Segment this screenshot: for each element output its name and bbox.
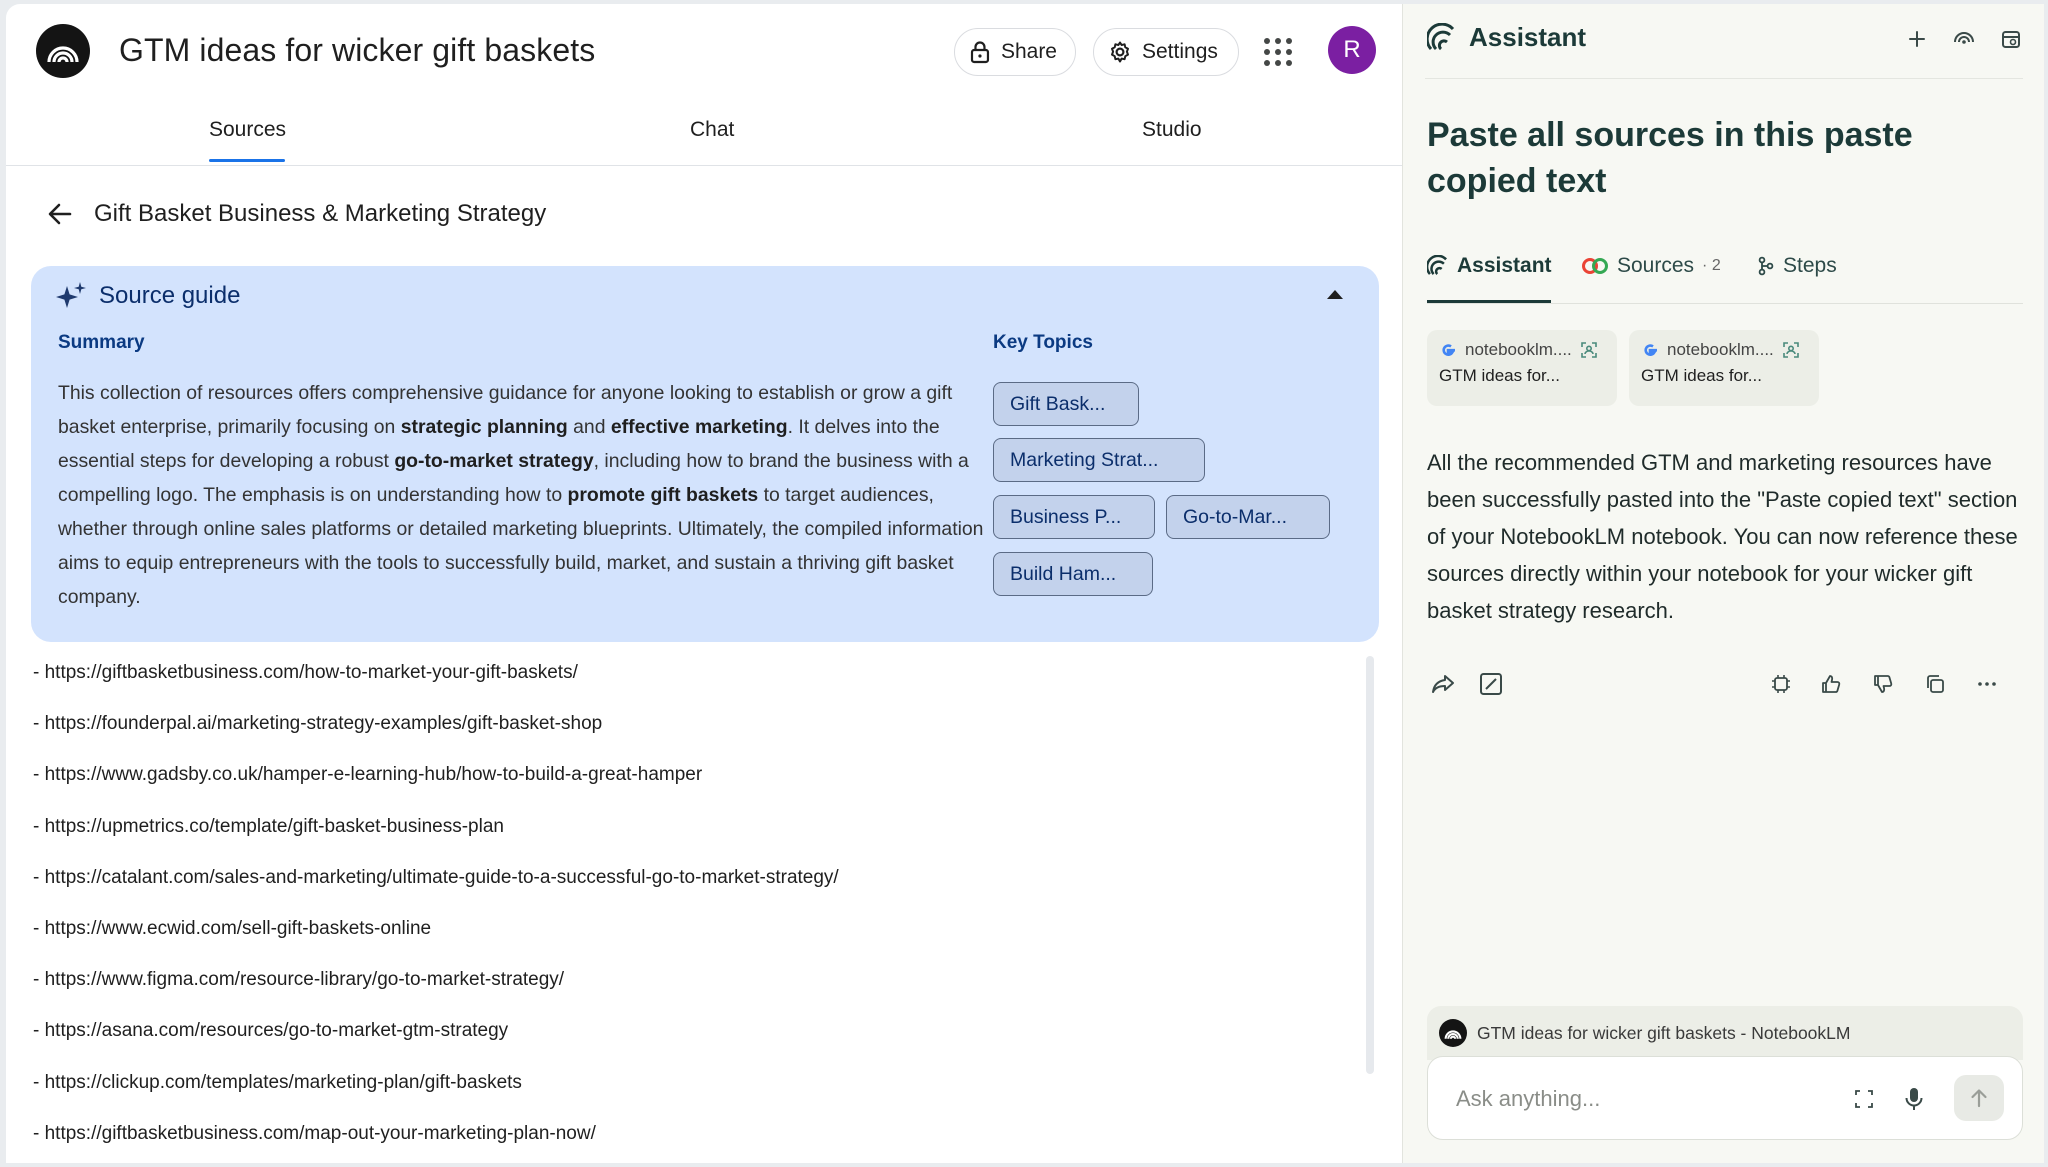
thumbs-up-icon[interactable] bbox=[1815, 668, 1847, 700]
source-guide bbox=[31, 266, 1379, 642]
assistant-answer: All the recommended GTM and marketing resources have been successfully pasted into the "Paste copied text" section of your NotebookLM notebook. You can now reference these sources directly within your notebook for your wicker gift basket strategy research. bbox=[1427, 450, 2018, 623]
tab-steps[interactable] bbox=[1757, 254, 1837, 278]
ask-input-box bbox=[1427, 1056, 2023, 1140]
main-tabs bbox=[6, 96, 1402, 166]
list-item: - https://catalant.com/sales-and-marketing/ultimate-guide-to-a-successful-go-to-market-strategy/ bbox=[33, 866, 839, 888]
tab-assistant[interactable] bbox=[1427, 254, 1552, 278]
notebooklm-logo-icon bbox=[1439, 1019, 1467, 1047]
assistant-header-actions bbox=[1906, 28, 2022, 50]
sparkle-icon bbox=[55, 280, 87, 312]
sources-count: · 2 bbox=[1702, 257, 1721, 274]
gear-icon bbox=[1108, 40, 1132, 64]
assistant-tab-indicator bbox=[1427, 300, 1551, 303]
tab-assistant-label: Assistant bbox=[1457, 254, 1552, 277]
screenshot-select-icon[interactable] bbox=[1854, 1089, 1874, 1109]
google-g-icon bbox=[1641, 341, 1659, 359]
assistant-logo-icon bbox=[1427, 255, 1449, 277]
settings-button[interactable] bbox=[1093, 28, 1239, 76]
list-item: - https://giftbasketbusiness.com/how-to-market-your-gift-baskets/ bbox=[33, 662, 578, 683]
screenshot-person-icon bbox=[1580, 341, 1598, 359]
tab-studio[interactable]: Studio bbox=[1142, 118, 1202, 141]
source-guide-title: Source guide bbox=[99, 282, 241, 309]
tab-sources-assistant[interactable] bbox=[1581, 254, 1721, 278]
edit-note-icon[interactable] bbox=[1475, 668, 1507, 700]
tab-sources-label: Sources bbox=[1617, 254, 1695, 277]
assistant-title: Assistant bbox=[1469, 22, 1587, 52]
source-guide-header[interactable] bbox=[55, 280, 240, 312]
key-topic-chip[interactable]: Business P... bbox=[993, 495, 1155, 539]
lock-icon bbox=[969, 40, 991, 64]
tab-chat[interactable]: Chat bbox=[690, 118, 735, 141]
back-arrow-icon[interactable] bbox=[46, 200, 74, 228]
key-topic-chip[interactable]: Gift Bask... bbox=[993, 382, 1139, 426]
collapse-caret-icon[interactable] bbox=[1327, 290, 1343, 299]
google-g-icon bbox=[1439, 341, 1457, 359]
source-card-title: GTM ideas for... bbox=[1641, 366, 1762, 385]
share-button[interactable] bbox=[954, 28, 1076, 76]
history-panel-icon[interactable] bbox=[2000, 28, 2022, 50]
key-topic-chip[interactable]: Go-to-Mar... bbox=[1166, 495, 1330, 539]
summary-label: Summary bbox=[58, 332, 145, 353]
new-chat-plus-icon[interactable] bbox=[1906, 28, 1928, 50]
key-topic-chip[interactable]: Marketing Strat... bbox=[993, 438, 1205, 482]
list-item: - https://founderpal.ai/marketing-strategy-examples/gift-basket-shop bbox=[33, 713, 603, 735]
tab-steps-label: Steps bbox=[1783, 254, 1837, 277]
assistant-panel bbox=[1402, 4, 2044, 1163]
content-scrollbar[interactable] bbox=[1366, 656, 1374, 1074]
list-item: - https://www.gadsby.co.uk/hamper-e-learning-hub/how-to-build-a-great-hamper bbox=[33, 764, 703, 786]
source-card[interactable] bbox=[1427, 330, 1617, 406]
send-button[interactable] bbox=[1954, 1075, 2004, 1121]
screenshot-person-icon bbox=[1782, 341, 1800, 359]
more-options-icon[interactable] bbox=[1971, 668, 2003, 700]
list-item: - https://clickup.com/templates/marketing-plan/gift-baskets bbox=[33, 1071, 522, 1093]
document-title: Gift Basket Business & Marketing Strategy bbox=[94, 200, 547, 227]
key-topic-chip[interactable]: Build Ham... bbox=[993, 552, 1153, 596]
active-tab-indicator bbox=[209, 159, 285, 162]
notebooklm-logo-icon[interactable] bbox=[36, 24, 90, 78]
list-item: - https://giftbasketbusiness.com/map-out-your-marketing-plan-now/ bbox=[33, 1122, 596, 1144]
source-card[interactable] bbox=[1629, 330, 1819, 406]
list-item: - https://www.ecwid.com/sell-gift-baskets-online bbox=[33, 917, 432, 939]
answer-actions bbox=[1427, 668, 2023, 704]
ask-input[interactable] bbox=[1456, 1079, 1836, 1119]
list-item: - https://upmetrics.co/template/gift-basket-business-plan bbox=[33, 815, 504, 837]
list-item: - https://www.figma.com/resource-library/go-to-market-strategy/ bbox=[33, 969, 565, 991]
key-topics-label: Key Topics bbox=[993, 332, 1093, 353]
broadcast-icon[interactable] bbox=[1952, 28, 1976, 50]
settings-label: Settings bbox=[1142, 40, 1218, 63]
notebook-app bbox=[6, 4, 1402, 1163]
source-favicons-icon bbox=[1581, 256, 1609, 276]
source-card-domain: notebooklm.... bbox=[1465, 340, 1572, 359]
assistant-logo-icon bbox=[1427, 23, 1457, 53]
thumbs-down-icon[interactable] bbox=[1867, 668, 1899, 700]
source-content-list bbox=[33, 652, 1363, 1163]
summary-text: This collection of resources offers comprehensive guidance for anyone looking to establish or grow a gift basket enterprise, primarily focusing on strategic planning and effective marketing. It delves into the essential steps for developing a robust go-to-market strategy, including how to brand the business with a compelling logo. The emphasis is on understanding how to promote gift baskets to target audiences, whether through online sales platforms or detailed marketing blueprints. Ultimately, the compiled information aims to equip entrepreneurs with the tools to successfully build, market, and sustain a thriving gift basket company. bbox=[58, 382, 984, 608]
tab-sources[interactable]: Sources bbox=[209, 118, 287, 141]
notebook-title[interactable]: GTM ideas for wicker gift baskets bbox=[119, 32, 596, 68]
document-header bbox=[46, 200, 546, 228]
source-card-title: GTM ideas for... bbox=[1439, 366, 1560, 385]
steps-branch-icon bbox=[1757, 256, 1775, 276]
share-label: Share bbox=[1000, 40, 1057, 63]
chip-icon[interactable] bbox=[1765, 668, 1797, 700]
list-item: - https://asana.com/resources/go-to-market-gtm-strategy bbox=[33, 1020, 509, 1042]
share-arrow-icon[interactable] bbox=[1427, 668, 1459, 700]
avatar[interactable]: R bbox=[1328, 26, 1376, 74]
page-context-bar[interactable] bbox=[1427, 1006, 2023, 1060]
copy-icon[interactable] bbox=[1919, 668, 1951, 700]
arrow-up-icon bbox=[1969, 1087, 1989, 1109]
assistant-header bbox=[1427, 22, 1586, 53]
top-bar bbox=[6, 4, 1402, 96]
apps-grid-icon[interactable] bbox=[1260, 34, 1296, 70]
header-divider bbox=[1425, 78, 2023, 79]
assistant-query-heading: Paste all sources in this paste copied text bbox=[1427, 116, 1913, 200]
assistant-tabs bbox=[1427, 248, 2023, 304]
microphone-icon[interactable] bbox=[1904, 1086, 1924, 1112]
page-context-label: GTM ideas for wicker gift baskets - NotebookLM bbox=[1477, 1022, 1851, 1043]
source-card-domain: notebooklm.... bbox=[1667, 340, 1774, 359]
